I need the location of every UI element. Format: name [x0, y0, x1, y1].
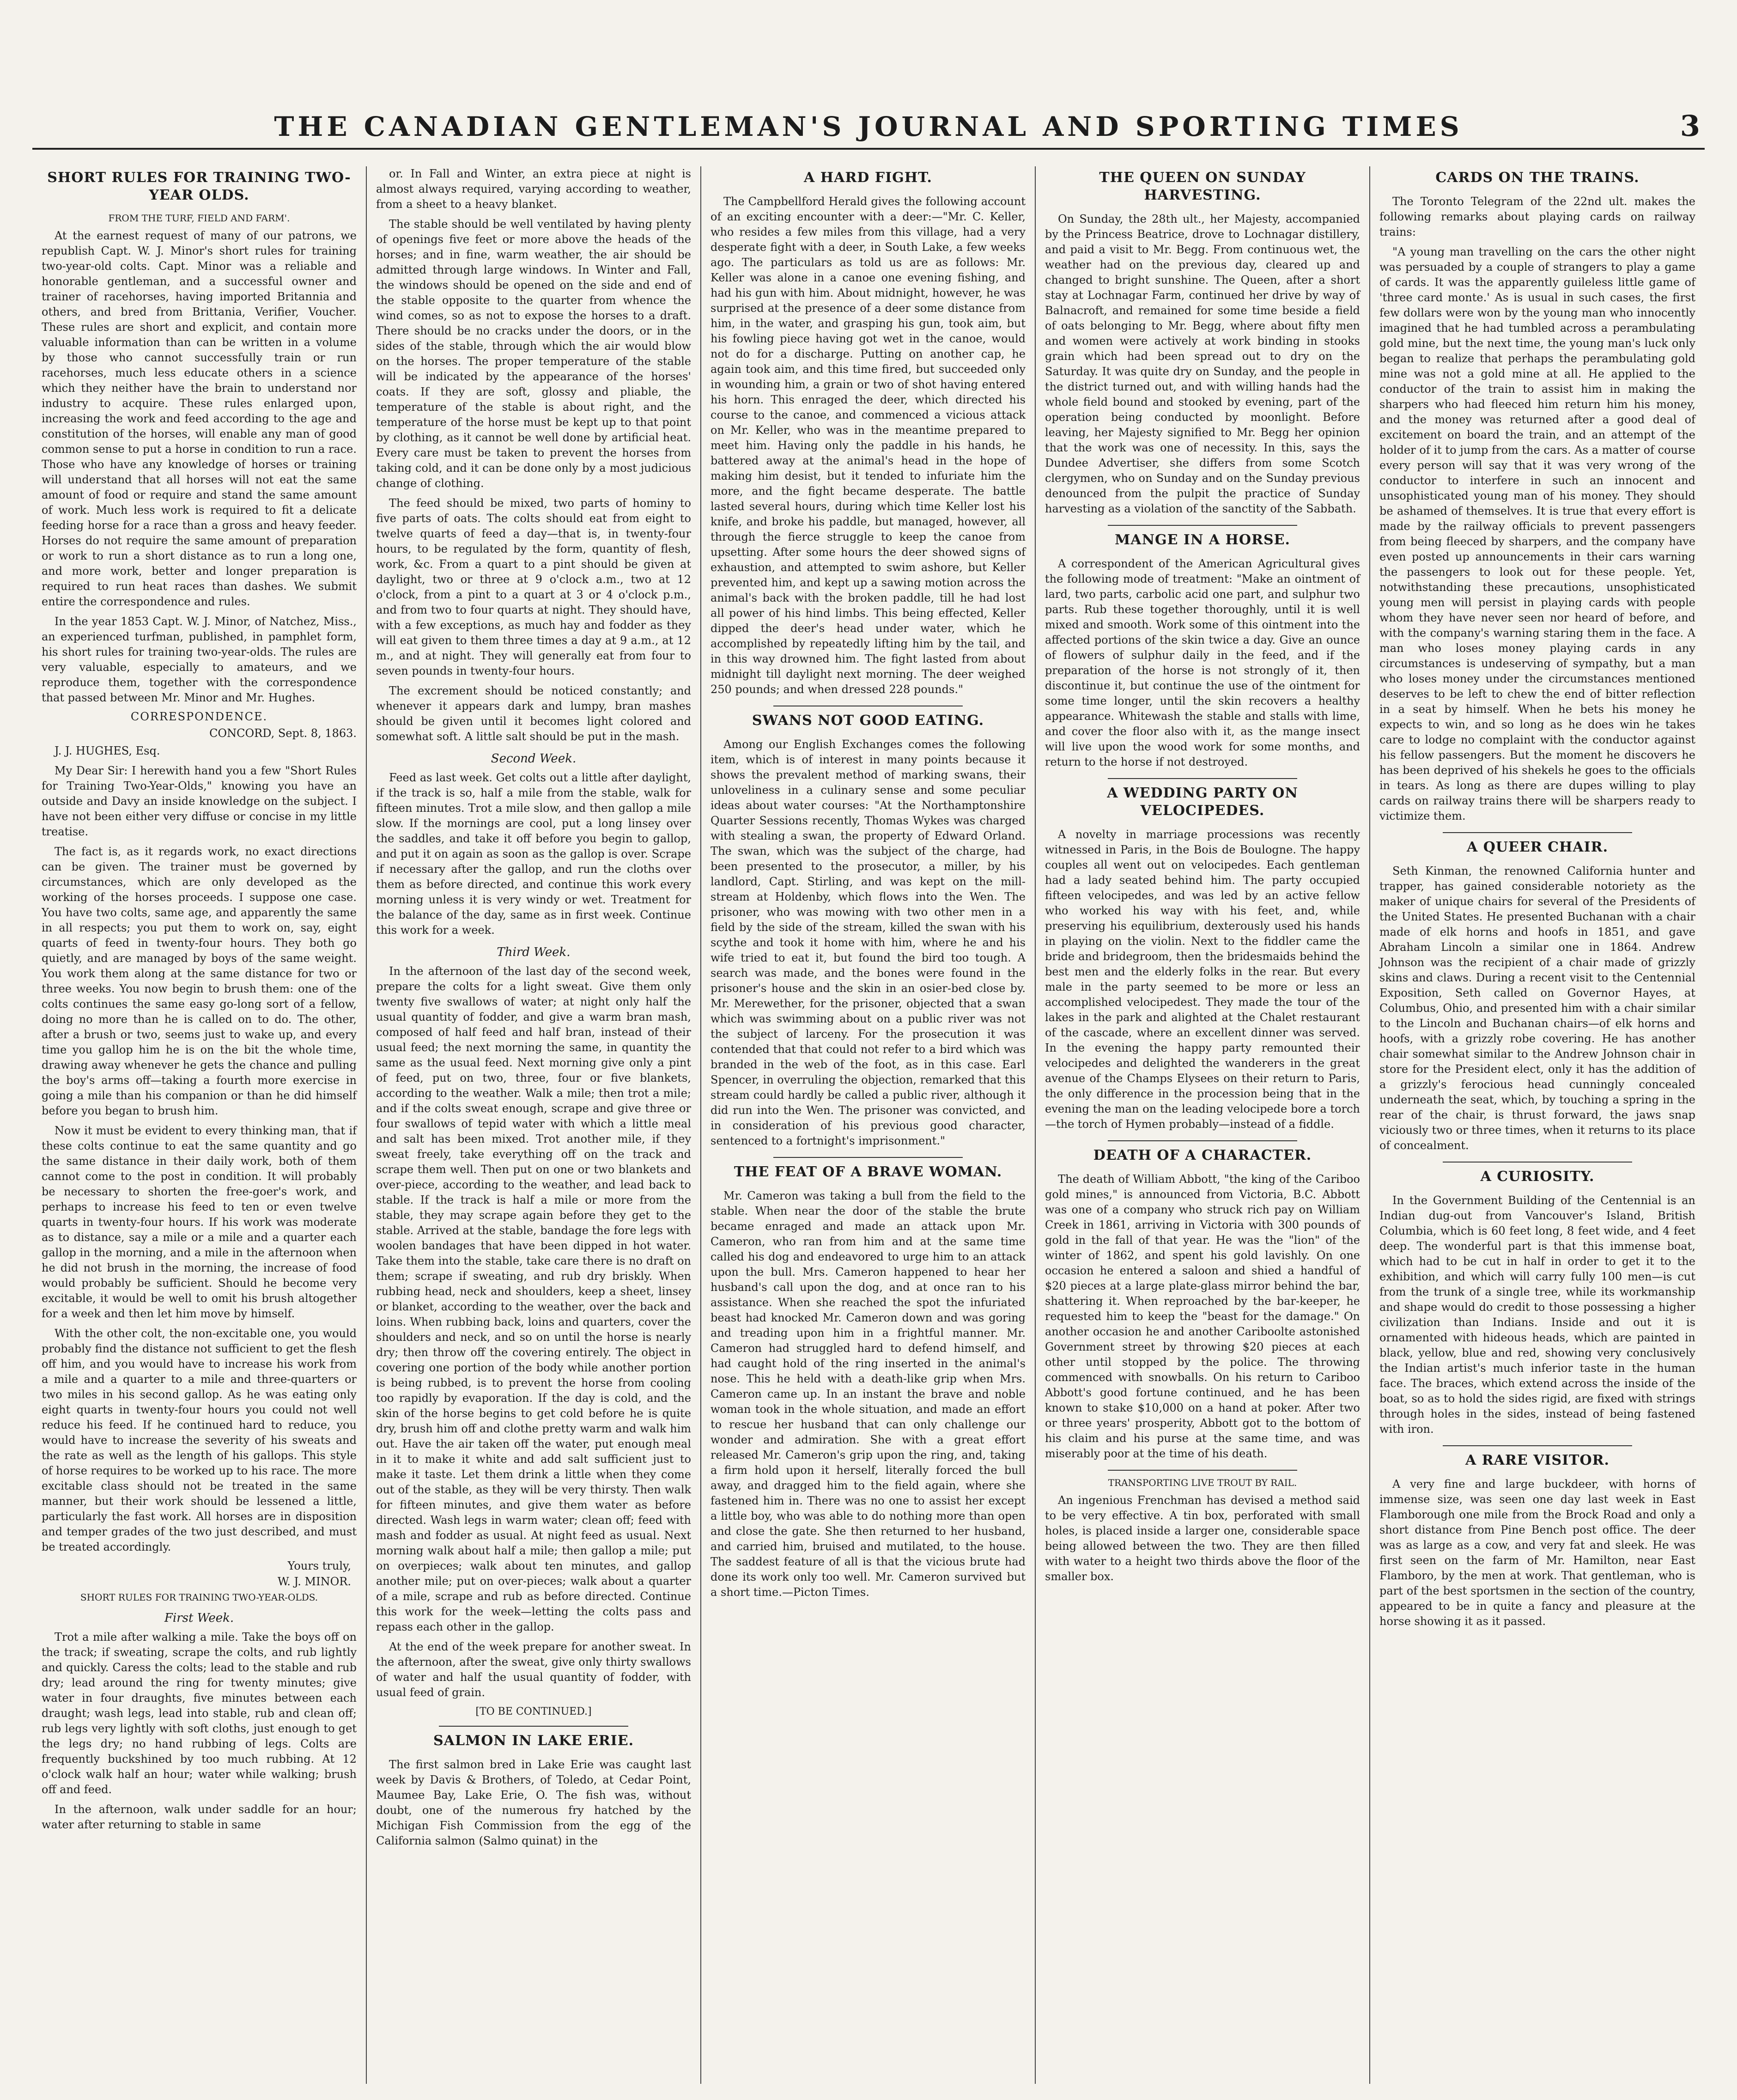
- rules-heading: SHORT RULES FOR TRAINING TWO-YEAR-OLDS.: [80, 1592, 318, 1603]
- article-headline: CARDS ON THE TRAINS.: [1435, 170, 1640, 186]
- paragraph: Seth Kinman, the renowned California hunter and trapper, has gained considerable notoriety as the maker of unique chairs for several of the Presidents of the United States. He presented Buchanan with a chair made of elk horns and hoofs in 1851, and gave Abraham Lincoln a similar one in 1864. Andrew Johnson was the recipient of a chair made of grizzly skins and claws. During a recent visit to the Centennial Exposition, Seth called on Governor Hayes, at Columbus, Ohio, and presented him with a chair similar to the Lincoln and Buchanan chairs—of elk horns and hoofs, with a grizzly robe covering. He has another chair somewhat similar to the Andrew Johnson chair in store for the President elect, only it has the addition of a grizzly's ferocious head cunningly concealed underneath the seat, which, by touching a spring in the rear of the chair, is thrust forward, the jaws snap viciously two or three times, when it returns to its place of concealment.: [1379, 864, 1695, 1152]
- divider: [1108, 525, 1297, 526]
- paragraph: The Campbellford Herald gives the following account of an exciting encounter with a deer:—"Mr. C. Keller, who resides a few miles from this village, had a very desperate fight with a deer, in South Lake, a few weeks ago. The particulars as told us are as follows: Mr. Keller was alone in a canoe one evening fishing, and had his gun with him. About midnight, however, he was surprised at the presence of a deer some distance from him, in the water, and grasping his gun, took aim, but his fowling piece having got wet in the canoe, would not do for a discharge. Putting on another cap, he again took aim, and this time fired, but succeeded only in wounding him, a grain or two of shot having entered his horn. This enraged the deer, which directed his course to the canoe, and commenced a vicious attack on Mr. Keller, who was in the meantime prepared to meet him. Having only the paddle in his hands, he battered away at the animal's head in the hope of making him desist, but it tended to infuriate him the more, and the fight became desperate. The battle lasted several hours, during which time Keller lost his knife, and broke his paddle, but managed, however, all through the fierce struggle to keep the canoe from upsetting. After some hours the deer showed signs of exhaustion, and attempted to swim ashore, but Keller prevented him, and kept up a sawing motion across the animal's back with the broken paddle, till he had lost all power of his hind limbs. This being effected, Keller dipped the deer's head under water, which he accomplished by repeatedly lifting him by the tail, and in this way drowned him. The fight lasted from about midnight till daylight next morning. The deer weighed 250 pounds; and when dressed 228 pounds.": [711, 195, 1026, 696]
- article-headline: A QUEER CHAIR.: [1466, 839, 1609, 855]
- article-headline: THE FEAT OF A BRAVE WOMAN.: [734, 1164, 1002, 1180]
- paragraph: In the Government Building of the Centennial is an Indian dug-out from Vancouver's Island, British Columbia, which is 60 feet long, 8 feet wide, and 4 feet deep. The wonderful part is that this immense boat, which had to be cut in half in order to get it to the exhibition, and which will carry fully 100 men—is cut from the trunk of a single tree, while its workmanship and shape would do credit to those possessing a higher civilization than Indians. Inside and out it is ornamented with hideous heads, which are painted in black, yellow, blue and red, showing very conclusively the Indian artist's much inferior taste in the human face. The braces, which extend across the inside of the boat, so as to hold the sides rigid, are fixed with strings through holes in the sides, instead of being fastened with iron.: [1379, 1194, 1695, 1436]
- column-2: [367, 166, 701, 2084]
- paragraph: Trot a mile after walking a mile. Take the boys off on the track; if sweating, scrape the colts, and rub lightly and quickly. Caress the colts; lead to the stable and rub dry; lead around the ring for twenty minutes; give water in four draughts, five minutes between each draught; wash legs, lead into stable, rub and clean off; rub legs very lightly with soft cloths, just enough to get the legs dry; no hand rubbing of legs. Colts are frequently buckshined by too much rubbing. At 12 o'clock walk half an hour; water while walking; brush off and feed.: [42, 1631, 357, 1796]
- paragraph: The Toronto Telegram of the 22nd ult. makes the following remarks about playing cards on railway trains:: [1379, 195, 1695, 238]
- divider: [1108, 1140, 1297, 1141]
- columns: [32, 166, 1705, 2084]
- paragraph: My Dear Sir: I herewith hand you a few "Short Rules for Training Two-Year-Olds," knowing you have an outside and Davy an inside knowledge on the subject. I have not been either very diffuse or concise in my little treatise.: [42, 764, 357, 838]
- paragraph: An ingenious Frenchman has devised a method said to be very effective. A tin box, perforated with small holes, is placed inside a larger one, considerable space being allowed between the two. They are then filled with water to a height two thirds above the floor of the smaller box.: [1045, 1494, 1360, 1583]
- paragraph: At the earnest request of many of our patrons, we republish Capt. W. J. Minor's short rules for training two-year-old colts. Capt. Minor was a reliable and honorable gentleman, and a successful owner and trainer of racehorses, having imported Britannia and others, and bred from Brittania, Verifier, Voucher. These rules are short and explicit, and contain more valuable information than can be written in a volume by those who cannot successfully train or run racehorses, much less educate others in a science which they neither have the brain to understand nor industry to acquire. These rules enlarged upon, increasing the work and feed according to the age and constitution of the horses, will enable any man of good common sense to put a horse in condition to run a race. Those who have any knowledge of horses or training will understand that all horses will not eat the same amount of food or require and stand the same amount of work. Much less work is required to fit a delicate feeding horse for a race than a gross and heavy feeder. Horses do not require the same amount of preparation or work to run a short distance as to run a long one, and more work, better and longer preparation is required to run heat races than dashes. We submit entire the correspondence and rules.: [42, 229, 357, 608]
- divider: [1108, 1470, 1297, 1471]
- dateline: CONCORD, Sept. 8, 1863.: [209, 727, 357, 740]
- paragraph: Feed as last week. Get colts out a little after daylight, if the track is so, half a mile from the stable, walk for fifteen minutes. Trot a mile slow, and then gallop a mile slow. If the mornings are cool, put a long linsey over the saddles, and take it off before you begin to gallop, and put it on again as soon as the gallop is over. Scrape if necessary after the gallop, and run the cloths over them as before directed, and continue this work every morning unless it is very windy or wet. Treatment for the balance of the day, same as in first week. Continue this work for a week.: [376, 771, 691, 937]
- week-heading: Third Week.: [497, 945, 571, 959]
- paragraph: A very fine and large buckdeer, with horns of immense size, was seen one day last week in East Flamborough one mile from the Brock Road and only a short distance from Pine Bench post office. The deer was as large as a cow, and very fat and sleek. He was first seen on the farm of Mr. Hamilton, near East Flamboro, by the men at work. That gentleman, who is part of the best sportsmen in the section of the country, appeared to be in quite a fancy and pleasure at the horse showing it as it passed.: [1379, 1478, 1695, 1628]
- divider: [1443, 832, 1632, 833]
- article-headline: THE QUEEN ON SUNDAY HARVESTING.: [1099, 170, 1306, 203]
- article-headline: A RARE VISITOR.: [1465, 1452, 1609, 1468]
- divider: [1443, 1162, 1632, 1163]
- article-headline: A WEDDING PARTY ON VELOCIPEDES.: [1107, 785, 1298, 819]
- paragraph: Now it must be evident to every thinking man, that if these colts continue to eat the same quantity and go the same distance in their daily work, both of them cannot come to the post in condition. It will probably be necessary to shorten the free-goer's work, and perhaps to increase his feed to ten or even twelve quarts in twenty-four hours. If his work was moderate as to distance, say a mile or a mile and a quarter each gallop in the morning, and a mile in the afternoon when he did not brush in the morning, the increase of food would probably be sufficient. Should he become very excitable, it would be well to omit his brush altogether for a week and then let him move by himself.: [42, 1124, 357, 1320]
- masthead-rule: [32, 148, 1705, 150]
- article-headline: SHORT RULES FOR TRAINING TWO-YEAR OLDS.: [47, 170, 351, 203]
- paragraph: In the year 1853 Capt. W. J. Minor, of Natchez, Miss., an experienced turfman, published, in pamphlet form, his short rules for training two-year-olds. The rules are very valuable, especially to amateurs, and we reproduce them, together with the correspondence that passed between Mr. Minor and Mr. Hughes.: [42, 615, 357, 704]
- paragraph: With the other colt, the non-excitable one, you would probably find the distance not sufficient to get the flesh off him, and you would have to increase his work from a mile and a quarter to a mile and three-quarters or two miles in his second gallop. As he was eating only eight quarts in twenty-four hours you could not well reduce his feed. If he continued hard to reduce, you would have to increase the severity of his sweats and the rate as well as the length of his gallops. This style of horse requires to be worked up to his race. The more excitable class should not be treated in the same manner, but their work should be lessened a little, particularly the fast work. All horses are in disposition and temper grades of the two just described, and must be treated accordingly.: [42, 1327, 357, 1553]
- paragraph: The death of William Abbott, "the king of the Cariboo gold mines," is announced from Victoria, B.C. Abbott was one of a company who struck rich pay on William Creek in 1861, arriving in Victoria with 300 pounds of gold in the fall of that year. He was the "lion" of the winter of 1862, and spent his gold lavishly. On one occasion he entered a saloon and shied a handful of $20 pieces at a large plate-glass mirror behind the bar, shattering it. When reproached by the bar-keeper, he requested him to keep the "beast for the damage." On another occasion he and another Cariboolte astonished Government street by throwing $20 pieces at each other until stopped by the police. The throwing commenced with snowballs. On his return to Cariboo Abbott's good fortune continued, and he has been known to stake $10,000 on a hand at poker. After two or three years' prosperity, Abbott got to the bottom of his claim and his purse at the same time, and was miserably poor at the time of his death.: [1045, 1173, 1360, 1460]
- article-headline: MANGE IN A HORSE.: [1115, 532, 1290, 548]
- paragraph: A novelty in marriage processions was recently witnessed in Paris, in the Bois de Boulogne. The happy couples all went out on velocipedes. Each gentleman had a lady seated behind him. The party occupied fifteen velocipedes, and was led by an active fellow who worked his way with his feet, and, while preserving his equilibrium, dexterously used his hands in playing on the violin. Next to the fiddler came the bride and bridegroom, then the bridesmaids behind the best men and the elderly folks in the rear. But every male in the party seemed to be more or less an accomplished velocipedest. They made the tour of the lakes in the park and alighted at the Chalet restaurant of the cascade, where an excellent dinner was served. In the evening the happy party remounted their velocipedes and delighted the wanderers in the great avenue of the Champs Elysees on their return to Paris, the only difference in the procession being that in the evening the man on the leading velocipede bore a torch—the torch of Hymen probably—instead of a fiddle.: [1045, 828, 1360, 1131]
- paragraph: The first salmon bred in Lake Erie was caught last week by Davis & Brothers, of Toledo, at Cedar Point, Maumee Bay, Lake Erie, O. The fish was, without doubt, one of the numerous fry hatched by the Michigan Fish Commission from the egg of the California salmon (Salmo quinat) in the: [376, 1758, 691, 1847]
- paragraph: At the end of the week prepare for another sweat. In the afternoon, after the sweat, give only thirty swallows of water and half the usual quantity of fodder, with usual feed of grain.: [376, 1640, 691, 1699]
- paragraph: The stable should be well ventilated by having plenty of openings five feet or more above the heads of the horses; and in fine, warm weather, the air should be admitted through large windows. In Winter and Fall, the windows should be opened on the side and end of the stable opposite to the quarter from whence the wind comes, so as not to expose the horses to a draft. There should be no cracks under the doors, or in the sides of the stable, through which the air would blow on the horses. The proper temperature of the stable will be indicated by the appearance of the horses' coats. If they are soft, glossy and pliable, the temperature of the stable is about right, and the temperature of the horse must be kept up to that point by clothing, as it cannot be well done by artificial heat. Every care must be taken to prevent the horses from taking cold, and it can be done only by a most judicious change of clothing.: [376, 218, 691, 490]
- paragraph: On Sunday, the 28th ult., her Majesty, accompanied by the Princess Beatrice, drove to Lochnagar distillery, and paid a visit to Mr. Begg. From continuous wet, the weather had on the previous day, cleared up and changed to bright sunshine. The Queen, after a short stay at Lochnagar Farm, continued her drive by way of Balnacroft, and remained for some time beside a field of oats belonging to Mr. Begg, where about fifty men and women were actively at work binding in stooks grain which had been spread out to dry on the Saturday. It was quite dry on Sunday, and the people in the district turned out, and with willing hands had the whole field bound and stooked by evening, part of the operation being conducted by moonlight. Before leaving, her Majesty signified to Mr. Begg her opinion that the work was one of necessity. In this, says the Dundee Advertiser, she differs from some Scotch clergymen, who on Sunday and on the Sunday previous denounced from the pulpit the practice of Sunday harvesting as a violation of the sanctity of the Sabbath.: [1045, 213, 1360, 515]
- paragraph: The feed should be mixed, two parts of hominy to five parts of oats. The colts should eat from eight to twelve quarts of feed a day—that is, in twenty-four hours, to be regulated by the form, quantity of flesh, work, &c. From a quart to a pint should be given at daylight, two or three at 9 o'clock a.m., two at 12 o'clock, from a pint to a quart at 3 or 4 o'clock p.m., and from two to four quarts at night. They should have, with a few exceptions, as much hay and fodder as they will eat given to them three times a day at 9 a.m., at 12 m., and at night. They will generally eat from four to seven pounds in twenty-four hours.: [376, 497, 691, 677]
- to-be-continued: [TO BE CONTINUED.]: [475, 1706, 592, 1717]
- week-heading: Second Week.: [491, 752, 577, 766]
- salutation: J. J. HUGHES, Esq.: [55, 744, 160, 757]
- article-headline: TRANSPORTING LIVE TROUT BY RAIL.: [1108, 1477, 1297, 1488]
- letter-closing: Yours truly,: [287, 1559, 351, 1572]
- column-4: [1036, 166, 1370, 2084]
- letter-signature: W. J. MINOR.: [277, 1575, 351, 1588]
- paragraph: "A young man travelling on the cars the other night was persuaded by a couple of strangers to play a game of cards. It was the apparently guileless little game of 'three card monte.' As is usual in such cases, the first few dollars were won by the young man who innocently imagined that he had tumbled across a perambulating gold mine, but the next time, the young man's luck only began to realize that perhaps the perambulating gold mine was not a gold mine at all. He applied to the conductor of the train to assist him in making the sharpers who had fleeced him return him his money, and the money was returned after a good deal of excitement on board the train, and an attempt of the holder of it to jump from the cars. As a matter of course every person will say that it was very wrong of the conductor to interfere in such an innocent and unsophisticated young man of his money. They should be ashamed of themselves. It is true that every effort is made by the railway officials to prevent passengers from being fleeced by sharpers, and the company have even posted up announcements in their cars warning the passengers to look out for these people. Yet, notwithstanding these precautions, unsophisticated young men will persist in playing cards with people whom they have never seen nor heard of before, and with the company's warning staring them in the face. A man who loses money playing cards in any circumstances is undeserving of sympathy, but a man who loses money under the circumstances mentioned deserves to be left to chew the end of bitter reflection in a seat by himself. When he bets his money he expects to win, and so long as he does win he takes care to lodge no complaint with the conductor against his fellow passengers. But the moment he discovers he has been deprived of his shekels he goes to the officials in tears. As long as there are dupes willing to play cards on railway trains there will be sharpers ready to victimize them.: [1379, 245, 1695, 822]
- column-1: [32, 166, 367, 2084]
- week-heading: First Week.: [164, 1611, 234, 1625]
- article-headline: SWANS NOT GOOD EATING.: [752, 712, 984, 729]
- paragraph: The fact is, as it regards work, no exact directions can be given. The trainer must be governed by circumstances, which are only developed as the working of the horses proceeds. I suppose one case. You have two colts, same age, and apparently the same in all respects; you put them to work on, say, eight quarts of feed in twenty-four hours. They both go quietly, and are managed by boys of the same weight. You work them along at the same distance for two or three weeks. You now begin to brush them: one of the colts continues the same easy go-long sort of a fellow, doing no more than he is called on to do. The other, after a brush or two, seems just to wake up, and every time you gallop him he is on the bit the whole time, drawing away whenever he gets the chance and pulling the boy's arms off—taking a fourth more exercise in going a mile than his companion or than he did himself before you began to brush him.: [42, 845, 357, 1117]
- paragraph: In the afternoon, walk under saddle for an hour; water after returning to stable in same: [42, 1803, 357, 1831]
- divider: [773, 1157, 962, 1158]
- paragraph: A correspondent of the American Agricultural gives the following mode of treatment: "Make an ointment of lard, two parts, carbolic acid one part, and sulphur two parts. Rub these together thoroughly, until it is well mixed and smooth. Work some of this ointment into the affected portions of the skin twice a day. Give an ounce of flowers of sulphur daily in the feed, and if the preparation of the horse is not strongly of it, then discontinue it, but continue the use of the ointment for some time longer, until the skin recovers a healthy appearance. Whitewash the stable and stalls with lime, and cover the floor also with it, as the mange insect will live upon the wood work for some months, and return to the horse if not destroyed.: [1045, 557, 1360, 768]
- section-label: CORRESPONDENCE.: [130, 710, 268, 723]
- article-source: FROM THE TURF, FIELD AND FARM'.: [108, 213, 290, 224]
- column-3: [701, 166, 1036, 2084]
- column-5: [1370, 166, 1705, 2084]
- paragraph: In the afternoon of the last day of the second week, prepare the colts for a light sweat. Give them only twenty five swallows of water; at night only half the usual quantity of fodder, and give a warm bran mash, composed of half feed and half bran, instead of their usual feed; the next morning the same, in quantity the same as the usual feed. Next morning give only a pint of feed, put on two, three, four or five blankets, according to the weather. Walk a mile; then trot a mile; and if the colts sweat enough, scrape and give three or four swallows of tepid water with which a little meal and salt has been mixed. Trot another mile, if they sweat freely, take everything off on the track and scrape them well. Then put on one or two blankets and over-piece, according to the weather, and lead back to stable. If the track is half a mile or more from the stable, they may scrape again before they get to the stable. Arrived at the stable, bandage the fore legs with woolen bandages that have been dipped in hot water. Take them into the stable, take care there is no draft on them; scrape if sweating, and rub dry briskly. When rubbing head, neck and shoulders, keep a sheet, linsey or blanket, according to the weather, over the back and loins. When rubbing back, loins and quarters, cover the shoulders and neck, and so on until the horse is nearly dry; then throw off the covering entirely. The object in covering one portion of the body while another portion is being rubbed, is to prevent the horse from cooling too rapidly by evaporation. If the day is cold, and the skin of the horse begins to get cold before he is quite dry, brush him off and clothe pretty warm and walk him out. Have the air taken off the water, put enough meal in it to make it white and add salt sufficient just to make it taste. Let them drink a little when they come out of the stable, as they will be very thirsty. Then walk for fifteen minutes, and give them water as before directed. Wash legs in warm water; clean off; feed with mash and fodder as usual. At night feed as usual. Next morning walk about half a mile; then gallop a mile; put on overpieces; walk about ten minutes, and gallop another mile; put on over-pieces; walk about a quarter of a mile, scrape and rub as before directed. Continue this work for the week—letting the colts pass and repass each other in the gallop.: [376, 965, 691, 1633]
- article-headline: A CURIOSITY.: [1480, 1169, 1595, 1185]
- masthead: [32, 18, 1705, 152]
- article-headline: SALMON IN LAKE ERIE.: [433, 1733, 634, 1749]
- divider: [1443, 1445, 1632, 1446]
- divider: [1108, 778, 1297, 779]
- paragraph: Mr. Cameron was taking a bull from the field to the stable. When near the door of the stable the brute became enraged and made an attack upon Mr. Cameron, who ran from him and at the same time called his dog and endeavored to urge him to an attack upon the bull. Mrs. Cameron happened to hear her husband's call upon the dog, and at once ran to his assistance. When she reached the spot the infuriated beast had knocked Mr. Cameron down and was goring and treading upon him in a frightful manner. Mr. Cameron had struggled hard to defend himself, and had caught hold of the ring inserted in the animal's nose. This he held with a death-like grip when Mrs. Cameron came up. In an instant the brave and noble woman took in the whole situation, and made an effort to rescue her husband that can only challenge our wonder and admiration. She with a great effort released Mr. Cameron's grip upon the ring, and, taking a firm hold upon it herself, literally forced the bull away, and dragged him to the field again, where she fastened him in. There was no one to assist her except a little boy, who was able to do nothing more than open and close the gate. She then returned to her husband, and carried him, bruised and mutilated, to the house. The saddest feature of all is that the vicious brute had done its work only too well. Mr. Cameron survived but a short time.—Picton Times.: [711, 1189, 1026, 1599]
- divider: [439, 1726, 628, 1727]
- article-headline: A HARD FIGHT.: [804, 170, 932, 186]
- newspaper-page: [32, 18, 1705, 2084]
- paragraph: or. In Fall and Winter, an extra piece at night is almost always required, varying according to weather, from a sheet to a heavy blanket.: [376, 167, 691, 211]
- masthead-title: THE CANADIAN GENTLEMAN'S JOURNAL AND SPORTING TIMES: [274, 111, 1463, 142]
- paragraph: The excrement should be noticed constantly; and whenever it appears dark and lumpy, bran mashes should be given until it becomes light colored and somewhat soft. A little salt should be put in the mash.: [376, 684, 691, 743]
- page-number: 3: [1680, 109, 1700, 143]
- article-headline: DEATH OF A CHARACTER.: [1093, 1147, 1312, 1163]
- paragraph: Among our English Exchanges comes the following item, which is of interest in many points because it shows the prevalent method of marking swans, their unloveliness in a culinary sense and some peculiar ideas about water courses: "At the Northamptonshire Quarter Sessions recently, Thomas Wykes was charged with stealing a swan, the property of Edward Orland. The swan, which was the subject of the charge, had been presented to the prosecutor, a miller, by his landlord, Capt. Stirling, and was kept on the mill-stream at Holdenby, which flows into the Wen. The prisoner, who was mowing with two other men in a field by the side of the stream, killed the swan with his scythe and took it home with him, where he and his wife tried to eat it, but found the bird too tough. A search was made, and the bones were found in the prisoner's house and the skin in an osier-bed close by. Mr. Merewether, for the prisoner, objected that a swan which was swimming about on a public river was not the subject of larceny. For the prosecution it was contended that that could not refer to a bird which was branded in the web of the foot, as in this case. Earl Spencer, in overruling the objection, remarked that this stream could hardly be called a public river, although it did run into the Wen. The prisoner was convicted, and in consideration of his previous good character, sentenced to a fortnight's imprisonment.": [711, 738, 1026, 1147]
